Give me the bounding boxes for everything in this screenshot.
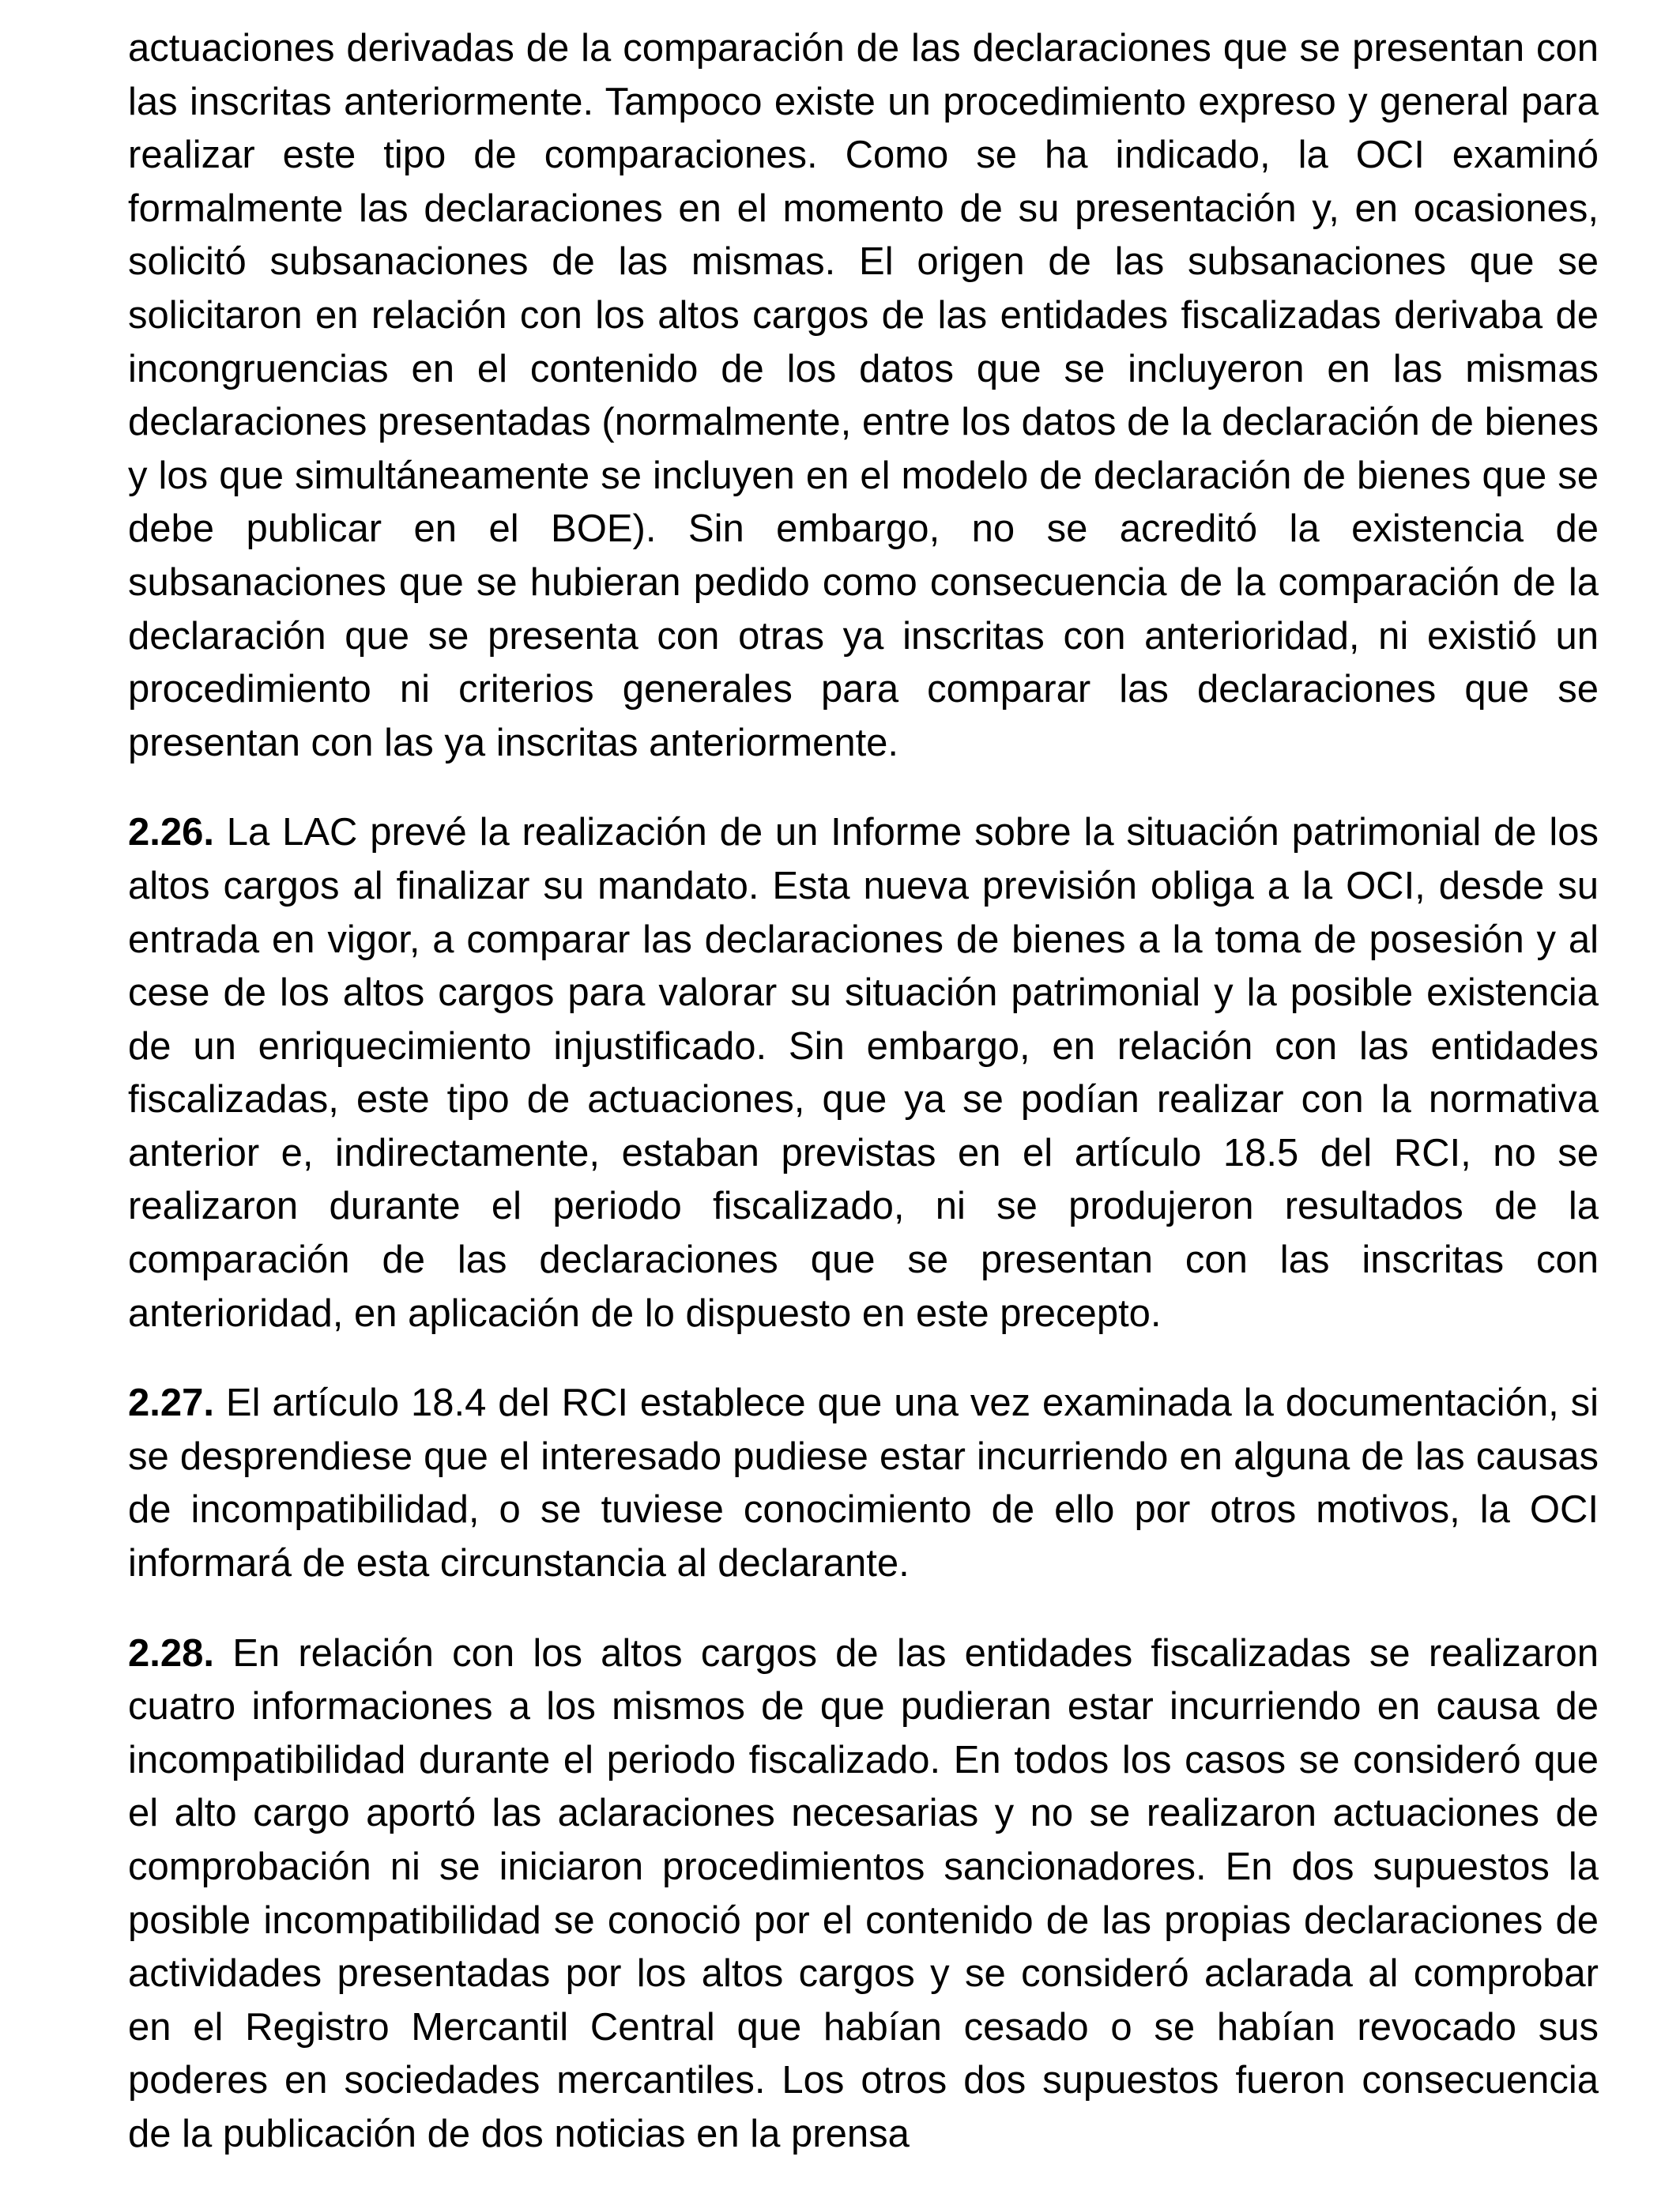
paragraph-text: En relación con los altos cargos de las entidades fiscalizadas se realizaron cuatro informaciones a los mismos de que pudieran estar incurriendo en causa de incompatibilidad durante el periodo fiscalizado. En todos los casos se consideró que el alto cargo aportó las aclaraciones necesarias y no se realizaron actuaciones de comprobación ni se iniciaron procedimientos sancionadores. En dos supuestos la posible incompatibilidad se conoció por el contenido de las propias declaraciones de actividades presentadas por los altos cargos y se consideró aclarada al comprobar en el Registro Mercantil Central que habían cesado o se habían revocado sus poderes en sociedades mercantiles. Los otros dos supuestos fueron consecuencia de la publicación de dos noticias en la prensa [128, 1631, 1599, 2155]
paragraph-number: 2.26. [128, 811, 214, 854]
paragraph-2-28 [128, 1627, 1599, 2162]
document-page [128, 22, 1599, 2198]
paragraph-2-26 [128, 806, 1599, 1340]
paragraph-continuation [128, 22, 1599, 770]
paragraph-text: El artículo 18.4 del RCI establece que una vez examinada la documentación, si se desprendiese que el interesado pudiese estar incurriendo en alguna de las causas de incompatibilidad, o se tuviese conocimiento de ello por otros motivos, la OCI informará de esta circunstancia al declarante. [128, 1382, 1599, 1585]
paragraph-text: La LAC prevé la realización de un Informe sobre la situación patrimonial de los altos cargos al finalizar su mandato. Esta nueva previsión obliga a la OCI, desde su entrada en vigor, a comparar las declaraciones de bienes a la toma de posesión y al cese de los altos cargos para valorar su situación patrimonial y la posible existencia de un enriquecimiento injustificado. Sin embargo, en relación con las entidades fiscalizadas, este tipo de actuaciones, que ya se podían realizar con la normativa anterior e, indirectamente, estaban previstas en el artículo 18.5 del RCI, no se realizaron durante el periodo fiscalizado, ni se produjeron resultados de la comparación de las declaraciones que se presentan con las inscritas con anterioridad, en aplicación de lo dispuesto en este precepto. [128, 811, 1599, 1335]
paragraph-number: 2.27. [128, 1382, 214, 1425]
paragraph-2-27 [128, 1377, 1599, 1590]
paragraph-number: 2.28. [128, 1631, 214, 1675]
paragraph-text: actuaciones derivadas de la comparación de las declaraciones que se presentan con las inscritas anteriormente. Tampoco existe un procedimiento expreso y general para realizar este tipo de comparaciones. Como se ha indicado, la OCI examinó formalmente las declaraciones en el momento de su presentación y, en ocasiones, solicitó subsanaciones de las mismas. El origen de las subsanaciones que se solicitaron en relación con los altos cargos de las entidades fiscalizadas derivaba de incongruencias en el contenido de los datos que se incluyeron en las mismas declaraciones presentadas (normalmente, entre los datos de la declaración de bienes y los que simultáneamente se incluyen en el modelo de declaración de bienes que se debe publicar en el BOE). Sin embargo, no se acreditó la existencia de subsanaciones que se hubieran pedido como consecuencia de la comparación de la declaración que se presenta con otras ya inscritas con anterioridad, ni existió un procedimiento ni criterios generales para comparar las declaraciones que se presentan con las ya inscritas anteriormente. [128, 27, 1599, 764]
